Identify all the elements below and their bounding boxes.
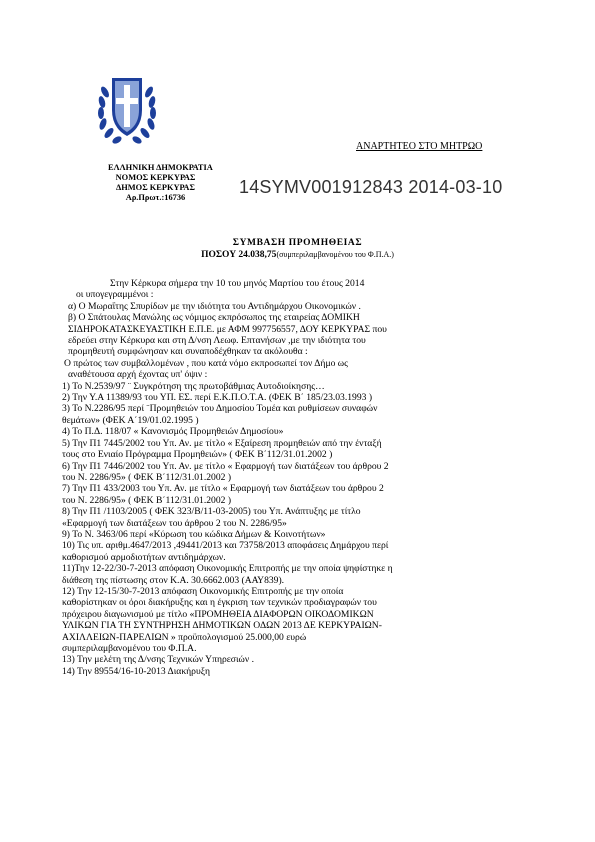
body-line: τους στο Ενιαίο Πρόγραμμα Προμηθειών» ( ΦΕΚ Β΄112/31.01.2002 ) <box>62 449 333 461</box>
subtitle-amount: ΠΟΣΟΥ 24.038,75 <box>201 250 277 260</box>
body-line: καθορισμού αρμοδιοτήτων αντιδημάρχων. <box>62 551 226 563</box>
body-line: 5) Την Π1 7445/2002 του Υπ. Αν. με τίτλο « Εξαίρεση προμηθειών από την ένταξή <box>62 437 382 449</box>
body-line: «Εφαρμογή των διατάξεων του άρθρου 2 του Ν. 2286/95» <box>62 517 287 529</box>
body-line: 13) Την μελέτη της Δ/νσης Τεχνικών Υπηρεσιών . <box>62 654 254 666</box>
header-line-prefecture: ΝΟΜΟΣ ΚΕΡΚΥΡΑΣ <box>115 173 196 182</box>
body-line: εδρεύει στην Κέρκυρα και στη Δ/νση Λεωφ. Επτανήσων ,με την ιδιότητα του <box>68 335 366 347</box>
body-line: 8) Την Π1 /1103/2005 ( ΦΕΚ 323/Β/11-03-2005) του Υπ. Ανάπτυξης με τίτλο <box>62 506 361 518</box>
body-line: ΑΧΙΛΛΕΙΩΝ-ΠΑΡΕΛΙΩΝ » προϋπολογισμού 25.000,00 ευρώ <box>62 631 307 643</box>
body-line: α) Ο Μωραΐτης Σπυρίδων με την ιδιότητα του Αντιδημάρχου Οικονομικών . <box>68 300 361 312</box>
body-line: 11)Την 12-22/30-7-2013 απόφαση Οικονομικής Επιτροπής με την οποία ψηφίστηκε η <box>62 563 393 575</box>
body-line: 1) Το Ν.2539/97 ¨ Συγκρότηση της πρωτοβάθμιας Αυτοδιοίκησης… <box>62 380 325 392</box>
body-line: 4) Το Π.Δ. 118/07 « Κανονισμός Προμηθειών Δημοσίου» <box>62 426 284 438</box>
document-title: ΣΥΜΒΑΣΗ ΠΡΟΜΗΘΕΙΑΣ <box>232 238 363 248</box>
body-line: του Ν. 2286/95» ( ΦΕΚ Β΄112/31.01.2002 ) <box>62 494 232 506</box>
body-line: 14) Την 89554/16-10-2013 Διακήρυξη <box>62 665 211 677</box>
body-line: 2) Την Υ.Α 11389/93 του ΥΠ. ΕΣ. περί Ε.Κ.Π.Ο.Τ.Α. (ΦΕΚ Β΄ 185/23.03.1993 ) <box>62 392 373 404</box>
body-line: 6) Την Π1 7446/2002 του Υπ. Αν. με τίτλο « Εφαρμογή των διατάξεων του άρθρου 2 <box>62 460 389 472</box>
issuer-header <box>108 163 213 203</box>
header-line-state: ΕΛΛΗΝΙΚΗ ΔΗΜΟΚΡΑΤΙΑ <box>108 163 213 172</box>
body-line: 3) Το Ν.2286/95 περί ¨Προμηθειών του Δημοσίου Τομέα και ρυθμίσεων συναφών <box>62 403 378 415</box>
body-line: Ο πρώτος των συμβαλλομένων , που κατά νόμο εκπροσωπεί τον Δήμο ως <box>64 357 348 369</box>
ada-code: 14SYMV001912843 2014-03-10 <box>239 177 503 197</box>
header-protocol-number: Αρ.Πρωτ.:16736 <box>125 193 186 202</box>
body-line: 9) Το Ν. 3463/06 περί «Κύρωση του κώδικα Δήμων & Κοινοτήτων» <box>62 528 326 540</box>
body-line: ΣΙΔΗΡΟΚΑΤΑΣΚΕΥΑΣΤΙΚΗ Ε.Π.Ε. με ΑΦΜ 997756557, ΔΟΥ ΚΕΡΚΥΡΑΣ που <box>68 323 387 335</box>
body-line: συμπεριλαμβανομένου του Φ.Π.Α. <box>62 643 197 654</box>
body-line: 10) Τις υπ. αριθμ.4647/2013 ,49441/2013 και 73758/2013 αποφάσεις Δημάρχου περί <box>62 540 389 552</box>
subtitle-note: (συμπεριλαμβανομένου του Φ.Π.Α.) <box>276 250 394 259</box>
body-line: αναθέτουσα αρχή έχοντας υπ' όψιν : <box>68 369 208 381</box>
body-line: θεμάτων» (ΦΕΚ Α΄19/01.02.1995 ) <box>62 414 199 426</box>
body-line: καθορίστηκαν οι όροι διακήρυξης και η έγκριση των τεχνικών προδιαγραφών του <box>62 597 377 609</box>
body-line: του Ν. 2286/95» ( ΦΕΚ Β΄112/31.01.2002 ) <box>62 471 232 483</box>
body-line: ΥΛΙΚΩΝ ΓΙΑ ΤΗ ΣΥΝΤΗΡΗΣΗ ΔΗΜΟΤΙΚΩΝ ΟΔΩΝ 2013 ΔΕ ΚΕΡΚΥΡΑΙΩΝ- <box>62 620 382 632</box>
body-line: διάθεση της πίστωσης στον Κ.Α. 30.6662.003 (ΑΑΥ839). <box>62 574 285 586</box>
document-subtitle <box>0 250 595 260</box>
greek-state-emblem-icon <box>95 70 159 148</box>
document-body <box>62 278 532 677</box>
register-stamp: ΑΝΑΡΤΗΤΕΟ ΣΤΟ ΜΗΤΡΩΟ <box>356 141 483 152</box>
body-line: Στην Κέρκυρα σήμερα την 10 του μηνός Μαρτίου του έτους 2014 <box>110 278 365 289</box>
body-line: 12) Την 12-15/30-7-2013 απόφαση Οικονομικής Επιτροπής με την οποία <box>62 585 344 597</box>
body-line: οι υπογεγραμμένοι : <box>76 289 154 301</box>
body-line: πρόχειρου διαγωνισμού με τίτλο «ΠΡΟΜΗΘΕΙΑ ΔΙΑΦΟΡΩΝ ΟΙΚΟΔΟΜΙΚΩΝ <box>62 608 374 620</box>
body-line: 7) Την Π1 433/2003 του Υπ. Αν. με τίτλο « Εφαρμογή των διατάξεων του άρθρου 2 <box>62 483 384 495</box>
body-line: προμηθευτή συμφώνησαν και συναποδέχθηκαν τα ακόλουθα : <box>68 346 308 358</box>
body-line: β) Ο Σπάτουλας Μανώλης ως νόμιμος εκπρόσωπος της εταιρείας ΔΟΜΙΚΗ <box>68 312 360 324</box>
header-line-municipality: ΔΗΜΟΣ ΚΕΡΚΥΡΑΣ <box>116 183 195 192</box>
